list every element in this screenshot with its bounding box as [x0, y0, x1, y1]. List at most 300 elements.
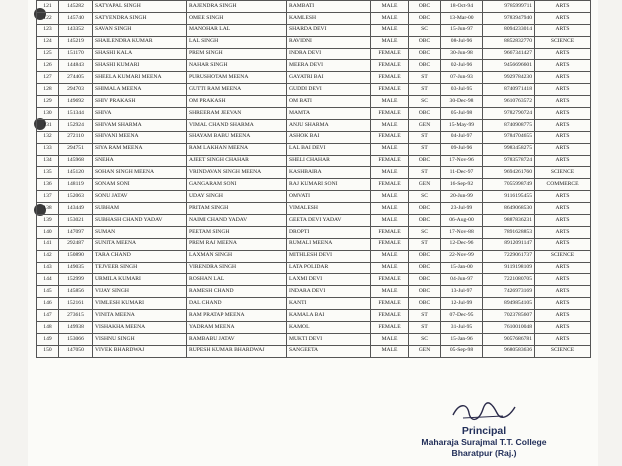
- stream-cell: ARTS: [535, 72, 591, 84]
- father-name-cell: GUTTI RAM MEENA: [187, 84, 287, 96]
- mobile-number-cell: 8852832770: [483, 36, 535, 48]
- registration-id-cell: 273615: [59, 310, 93, 322]
- date-of-birth-cell: 04-Jun-97: [441, 274, 483, 286]
- mother-name-cell: KASHBAIRA: [287, 167, 371, 179]
- table-row: [37, 179, 591, 191]
- category-cell: OBC: [409, 12, 441, 24]
- father-name-cell: NAHAR SINGH: [187, 60, 287, 72]
- gender-cell: FEMALE: [371, 155, 409, 167]
- registration-id-cell: 152999: [59, 274, 93, 286]
- student-name-cell: SATYAPAL SINGH: [93, 1, 187, 13]
- student-name-cell: SUMAN: [93, 226, 187, 238]
- registration-id-cell: 153021: [59, 215, 93, 227]
- student-name-cell: SHEELA KUMARI MEENA: [93, 72, 187, 84]
- student-name-cell: SUBHAM: [93, 203, 187, 215]
- stream-cell: ARTS: [535, 298, 591, 310]
- serial-number-cell: 130: [37, 108, 59, 120]
- serial-number-cell: 133: [37, 143, 59, 155]
- student-name-cell: SNEHA: [93, 155, 187, 167]
- category-cell: ST: [409, 310, 441, 322]
- gender-cell: MALE: [371, 1, 409, 13]
- serial-number-cell: 138: [37, 203, 59, 215]
- mobile-number-cell: 9783578724: [483, 155, 535, 167]
- table-row: [37, 24, 591, 36]
- table-row: [37, 333, 591, 345]
- category-cell: OBC: [409, 274, 441, 286]
- date-of-birth-cell: 05-Sep-98: [441, 345, 483, 357]
- father-name-cell: YADRAM MEENA: [187, 322, 287, 334]
- table-row: [37, 119, 591, 131]
- student-list-table: [36, 0, 591, 358]
- stream-cell: ARTS: [535, 48, 591, 60]
- student-name-cell: SONU JATAV: [93, 191, 187, 203]
- category-cell: GEN: [409, 119, 441, 131]
- date-of-birth-cell: 17-Nov-96: [441, 155, 483, 167]
- father-name-cell: PRITAM SINGH: [187, 203, 287, 215]
- registration-id-cell: 147050: [59, 345, 93, 357]
- date-of-birth-cell: 12-Jul-99: [441, 298, 483, 310]
- father-name-cell: PREM RAJ MEENA: [187, 238, 287, 250]
- father-name-cell: LAL SINGH: [187, 36, 287, 48]
- category-cell: ST: [409, 238, 441, 250]
- date-of-birth-cell: 02-Jul-96: [441, 60, 483, 72]
- mobile-number-cell: 9929784230: [483, 72, 535, 84]
- category-cell: OBC: [409, 250, 441, 262]
- mother-name-cell: ANJU SHARMA: [287, 119, 371, 131]
- serial-number-cell: 123: [37, 24, 59, 36]
- category-cell: GEN: [409, 345, 441, 357]
- gender-cell: MALE: [371, 191, 409, 203]
- date-of-birth-cell: 07-Dec-95: [441, 310, 483, 322]
- signature-title: Principal: [461, 425, 507, 438]
- mother-name-cell: RAVIDNI: [287, 36, 371, 48]
- serial-number-cell: 125: [37, 48, 59, 60]
- stream-cell: ARTS: [535, 108, 591, 120]
- category-cell: OBC: [409, 60, 441, 72]
- stream-cell: ARTS: [535, 215, 591, 227]
- date-of-birth-cell: 20-Jun-99: [441, 191, 483, 203]
- serial-number-cell: 141: [37, 238, 59, 250]
- serial-number-cell: 143: [37, 262, 59, 274]
- serial-number-cell: 148: [37, 322, 59, 334]
- student-name-cell: SHIMALA MEENA: [93, 84, 187, 96]
- student-name-cell: TEJVEER SINGH: [93, 262, 187, 274]
- serial-number-cell: 129: [37, 96, 59, 108]
- date-of-birth-cell: 05-Jul-98: [441, 108, 483, 120]
- gender-cell: MALE: [371, 167, 409, 179]
- gender-cell: FEMALE: [371, 226, 409, 238]
- father-name-cell: VRINDAVAN SINGH MEENA: [187, 167, 287, 179]
- table-row: [37, 298, 591, 310]
- category-cell: OBC: [409, 48, 441, 60]
- registration-id-cell: 147097: [59, 226, 93, 238]
- serial-number-cell: 126: [37, 60, 59, 72]
- category-cell: SC: [409, 333, 441, 345]
- stream-cell: ARTS: [535, 155, 591, 167]
- mother-name-cell: OM BATI: [287, 96, 371, 108]
- registration-id-cell: 145740: [59, 12, 93, 24]
- father-name-cell: UDAY SINGH: [187, 191, 287, 203]
- stream-cell: ARTS: [535, 238, 591, 250]
- serial-number-cell: 137: [37, 191, 59, 203]
- stream-cell: ARTS: [535, 143, 591, 155]
- serial-number-cell: 136: [37, 179, 59, 191]
- stream-cell: COMMERCE: [535, 179, 591, 191]
- mother-name-cell: RAMBATI: [287, 1, 371, 13]
- mobile-number-cell: 9785999711: [483, 1, 535, 13]
- gender-cell: MALE: [371, 143, 409, 155]
- table-row: [37, 191, 591, 203]
- serial-number-cell: 147: [37, 310, 59, 322]
- table-row: [37, 60, 591, 72]
- table-row: [37, 1, 591, 13]
- table-body: [37, 1, 591, 358]
- gender-cell: FEMALE: [371, 48, 409, 60]
- mother-name-cell: INDRA DEVI: [287, 48, 371, 60]
- serial-number-cell: 131: [37, 119, 59, 131]
- stream-cell: SCIENCE: [535, 345, 591, 357]
- stream-cell: ARTS: [535, 191, 591, 203]
- mobile-number-cell: 8094233014: [483, 24, 535, 36]
- mobile-number-cell: 9610763572: [483, 96, 535, 108]
- student-name-cell: VIJAY SINGH: [93, 286, 187, 298]
- table-row: [37, 155, 591, 167]
- date-of-birth-cell: 04-Jul-97: [441, 131, 483, 143]
- registration-id-cell: 152924: [59, 119, 93, 131]
- mobile-number-cell: 7055998749: [483, 179, 535, 191]
- student-name-cell: VISHNU SINGH: [93, 333, 187, 345]
- college-location: Bharatpur (Raj.): [451, 447, 517, 458]
- category-cell: OBC: [409, 36, 441, 48]
- mobile-number-cell: 8949854105: [483, 298, 535, 310]
- student-name-cell: URMILA KUMARI: [93, 274, 187, 286]
- student-name-cell: SUBHASH CHAND YADAV: [93, 215, 187, 227]
- mobile-number-cell: 8649068530: [483, 203, 535, 215]
- date-of-birth-cell: 30-Jun-98: [441, 48, 483, 60]
- registration-id-cell: 150890: [59, 250, 93, 262]
- mobile-number-cell: 9119198109: [483, 262, 535, 274]
- registration-id-cell: 292487: [59, 238, 93, 250]
- mobile-number-cell: 9694261760: [483, 167, 535, 179]
- serial-number-cell: 142: [37, 250, 59, 262]
- table-row: [37, 226, 591, 238]
- father-name-cell: SHREERAM JEEVAN: [187, 108, 287, 120]
- student-name-cell: SHAILENDRA KUMAR: [93, 36, 187, 48]
- father-name-cell: PURUSHOTAM MEENA: [187, 72, 287, 84]
- table-row: [37, 12, 591, 24]
- registration-id-cell: 294751: [59, 143, 93, 155]
- mother-name-cell: ASHOK BAI: [287, 131, 371, 143]
- gender-cell: MALE: [371, 203, 409, 215]
- registration-id-cell: 294703: [59, 84, 93, 96]
- registration-id-cell: 153066: [59, 333, 93, 345]
- category-cell: ST: [409, 131, 441, 143]
- gender-cell: MALE: [371, 262, 409, 274]
- category-cell: ST: [409, 167, 441, 179]
- serial-number-cell: 128: [37, 84, 59, 96]
- father-name-cell: GANGARAM SONI: [187, 179, 287, 191]
- date-of-birth-cell: 12-Dec-96: [441, 238, 483, 250]
- mobile-number-cell: 8740971418: [483, 84, 535, 96]
- student-name-cell: SHIV PRAKASH: [93, 96, 187, 108]
- student-name-cell: VINITA MEENA: [93, 310, 187, 322]
- student-name-cell: VISHAKHA MEENA: [93, 322, 187, 334]
- principal-signature-block: [404, 401, 564, 458]
- registration-id-cell: 145968: [59, 155, 93, 167]
- student-name-cell: SOHAN SINGH MEENA: [93, 167, 187, 179]
- serial-number-cell: 121: [37, 1, 59, 13]
- stream-cell: ARTS: [535, 286, 591, 298]
- mother-name-cell: KANTI: [287, 298, 371, 310]
- table-row: [37, 48, 591, 60]
- stream-cell: ARTS: [535, 274, 591, 286]
- student-name-cell: SUNITA MEENA: [93, 238, 187, 250]
- registration-id-cell: 145856: [59, 286, 93, 298]
- gender-cell: FEMALE: [371, 131, 409, 143]
- mobile-number-cell: 9887836231: [483, 215, 535, 227]
- mother-name-cell: SANGEETA: [287, 345, 371, 357]
- student-name-cell: SATYENDRA SINGH: [93, 12, 187, 24]
- father-name-cell: RAJENDRA SINGH: [187, 1, 287, 13]
- gender-cell: FEMALE: [371, 84, 409, 96]
- serial-number-cell: 122: [37, 12, 59, 24]
- stream-cell: ARTS: [535, 84, 591, 96]
- date-of-birth-cell: 30-Dec-98: [441, 96, 483, 108]
- registration-id-cell: 151344: [59, 108, 93, 120]
- table-row: [37, 143, 591, 155]
- category-cell: ST: [409, 322, 441, 334]
- gender-cell: MALE: [371, 24, 409, 36]
- father-name-cell: MANOHAR LAL: [187, 24, 287, 36]
- stream-cell: ARTS: [535, 322, 591, 334]
- gender-cell: FEMALE: [371, 298, 409, 310]
- mobile-number-cell: 7023785607: [483, 310, 535, 322]
- mobile-number-cell: 9784704655: [483, 131, 535, 143]
- father-name-cell: LAXMAN SINGH: [187, 250, 287, 262]
- date-of-birth-cell: 18-Oct-94: [441, 1, 483, 13]
- gender-cell: MALE: [371, 250, 409, 262]
- mother-name-cell: SHARDA DEVI: [287, 24, 371, 36]
- date-of-birth-cell: 23-Jul-99: [441, 203, 483, 215]
- student-name-cell: VIVEK BHARDWAJ: [93, 345, 187, 357]
- category-cell: ST: [409, 72, 441, 84]
- stream-cell: SCIENCE: [535, 167, 591, 179]
- table-row: [37, 84, 591, 96]
- date-of-birth-cell: 09-Jul-96: [441, 143, 483, 155]
- serial-number-cell: 145: [37, 286, 59, 298]
- registration-id-cell: 148119: [59, 179, 93, 191]
- table-row: [37, 72, 591, 84]
- student-name-cell: SHASHI KUMARI: [93, 60, 187, 72]
- serial-number-cell: 124: [37, 36, 59, 48]
- mobile-number-cell: 8912091147: [483, 238, 535, 250]
- date-of-birth-cell: 16-Sep-92: [441, 179, 483, 191]
- table-row: [37, 215, 591, 227]
- date-of-birth-cell: 31-Jul-95: [441, 322, 483, 334]
- mother-name-cell: VIMALESH: [287, 203, 371, 215]
- registration-id-cell: 152161: [59, 298, 93, 310]
- gender-cell: MALE: [371, 119, 409, 131]
- category-cell: ST: [409, 143, 441, 155]
- stream-cell: ARTS: [535, 203, 591, 215]
- registration-id-cell: 149938: [59, 322, 93, 334]
- student-name-cell: SHIVAM SHARMA: [93, 119, 187, 131]
- student-name-cell: SHASHI KALA: [93, 48, 187, 60]
- mother-name-cell: RUMALI MEENA: [287, 238, 371, 250]
- gender-cell: FEMALE: [371, 310, 409, 322]
- registration-id-cell: 144843: [59, 60, 93, 72]
- gender-cell: FEMALE: [371, 274, 409, 286]
- registration-id-cell: 149035: [59, 262, 93, 274]
- category-cell: OBC: [409, 108, 441, 120]
- father-name-cell: ROSHAN LAL: [187, 274, 287, 286]
- table-row: [37, 310, 591, 322]
- date-of-birth-cell: 06-Aug-00: [441, 215, 483, 227]
- mother-name-cell: MITHLESH DEVI: [287, 250, 371, 262]
- registration-id-cell: 145219: [59, 36, 93, 48]
- gender-cell: MALE: [371, 12, 409, 24]
- stream-cell: ARTS: [535, 226, 591, 238]
- table-row: [37, 131, 591, 143]
- mother-name-cell: GUDDI DEVI: [287, 84, 371, 96]
- stream-cell: ARTS: [535, 60, 591, 72]
- mother-name-cell: KAMLESH: [287, 12, 371, 24]
- stream-cell: ARTS: [535, 1, 591, 13]
- student-name-cell: SHIVANI MEENA: [93, 131, 187, 143]
- registration-id-cell: 272110: [59, 131, 93, 143]
- mobile-number-cell: 7426973169: [483, 286, 535, 298]
- document-page: [28, 0, 598, 466]
- gender-cell: FEMALE: [371, 108, 409, 120]
- table-row: [37, 36, 591, 48]
- category-cell: ST: [409, 84, 441, 96]
- serial-number-cell: 127: [37, 72, 59, 84]
- father-name-cell: PEETAM SINGH: [187, 226, 287, 238]
- serial-number-cell: 140: [37, 226, 59, 238]
- registration-id-cell: 151170: [59, 48, 93, 60]
- mobile-number-cell: 9057686781: [483, 333, 535, 345]
- father-name-cell: SHAYAM BABU MEENA: [187, 131, 287, 143]
- father-name-cell: RAMESH CHAND: [187, 286, 287, 298]
- table-row: [37, 108, 591, 120]
- date-of-birth-cell: 07-Jun-93: [441, 72, 483, 84]
- mother-name-cell: LAXMI DEVI: [287, 274, 371, 286]
- registration-id-cell: 145120: [59, 167, 93, 179]
- mother-name-cell: RAJ KUMARI SONI: [287, 179, 371, 191]
- mobile-number-cell: 7610010048: [483, 322, 535, 334]
- table-row: [37, 262, 591, 274]
- father-name-cell: VIRENDRA SINGH: [187, 262, 287, 274]
- table-row: [37, 322, 591, 334]
- registration-id-cell: 274405: [59, 72, 93, 84]
- mobile-number-cell: 9782790724: [483, 108, 535, 120]
- mother-name-cell: MUKTI DEVI: [287, 333, 371, 345]
- date-of-birth-cell: 22-Nov-99: [441, 250, 483, 262]
- stream-cell: ARTS: [535, 119, 591, 131]
- gender-cell: FEMALE: [371, 322, 409, 334]
- mobile-number-cell: 7229061737: [483, 250, 535, 262]
- category-cell: SC: [409, 226, 441, 238]
- gender-cell: FEMALE: [371, 72, 409, 84]
- stream-cell: ARTS: [535, 12, 591, 24]
- serial-number-cell: 150: [37, 345, 59, 357]
- stream-cell: SCIENCE: [535, 36, 591, 48]
- table-row: [37, 167, 591, 179]
- mobile-number-cell: 9783947940: [483, 12, 535, 24]
- category-cell: OBC: [409, 1, 441, 13]
- stream-cell: SCIENCE: [535, 250, 591, 262]
- category-cell: OBC: [409, 286, 441, 298]
- mother-name-cell: OMVATI: [287, 191, 371, 203]
- registration-id-cell: 143352: [59, 24, 93, 36]
- father-name-cell: RAMBABU JATAV: [187, 333, 287, 345]
- table-row: [37, 250, 591, 262]
- mobile-number-cell: 9667341427: [483, 48, 535, 60]
- father-name-cell: RAM LAKHAN MEENA: [187, 143, 287, 155]
- father-name-cell: VIMAL CHAND SHARMA: [187, 119, 287, 131]
- mother-name-cell: GAYATRI BAI: [287, 72, 371, 84]
- mobile-number-cell: 8740908775: [483, 119, 535, 131]
- serial-number-cell: 146: [37, 298, 59, 310]
- registration-id-cell: 143449: [59, 203, 93, 215]
- stream-cell: ARTS: [535, 333, 591, 345]
- serial-number-cell: 134: [37, 155, 59, 167]
- date-of-birth-cell: 03-Jul-95: [441, 84, 483, 96]
- date-of-birth-cell: 15-Jan-00: [441, 262, 483, 274]
- table-row: [37, 203, 591, 215]
- father-name-cell: OMEE SINGH: [187, 12, 287, 24]
- date-of-birth-cell: 11-Dec-97: [441, 167, 483, 179]
- student-name-cell: TARA CHAND: [93, 250, 187, 262]
- category-cell: OBC: [409, 155, 441, 167]
- student-name-cell: SAVAN SINGH: [93, 24, 187, 36]
- stream-cell: ARTS: [535, 310, 591, 322]
- table-row: [37, 345, 591, 357]
- registration-id-cell: 149692: [59, 96, 93, 108]
- category-cell: SC: [409, 191, 441, 203]
- father-name-cell: DAL CHAND: [187, 298, 287, 310]
- mother-name-cell: KAMALA BAI: [287, 310, 371, 322]
- stream-cell: ARTS: [535, 24, 591, 36]
- mother-name-cell: LAL BAI DEVI: [287, 143, 371, 155]
- serial-number-cell: 139: [37, 215, 59, 227]
- father-name-cell: NAIMI CHAND YADAV: [187, 215, 287, 227]
- father-name-cell: AJEET SINGH CHAHAR: [187, 155, 287, 167]
- registration-id-cell: 152063: [59, 191, 93, 203]
- mobile-number-cell: 9680583636: [483, 345, 535, 357]
- gender-cell: MALE: [371, 215, 409, 227]
- gender-cell: MALE: [371, 36, 409, 48]
- father-name-cell: PREM SINGH: [187, 48, 287, 60]
- college-name: Maharaja Surajmal T.T. College: [421, 437, 547, 448]
- student-name-cell: SIYA RAM MEENA: [93, 143, 187, 155]
- gender-cell: MALE: [371, 333, 409, 345]
- category-cell: OBC: [409, 298, 441, 310]
- serial-number-cell: 132: [37, 131, 59, 143]
- stream-cell: ARTS: [535, 96, 591, 108]
- category-cell: OBC: [409, 215, 441, 227]
- student-name-cell: VIMLESH KUMARI: [93, 298, 187, 310]
- father-name-cell: OM PRAKASH: [187, 96, 287, 108]
- mother-name-cell: DROPTI: [287, 226, 371, 238]
- father-name-cell: RUPESH KUMAR BHARDWAJ: [187, 345, 287, 357]
- date-of-birth-cell: 17-Nov-88: [441, 226, 483, 238]
- gender-cell: FEMALE: [371, 179, 409, 191]
- registration-id-cell: 145282: [59, 1, 93, 13]
- gender-cell: MALE: [371, 96, 409, 108]
- table-row: [37, 274, 591, 286]
- date-of-birth-cell: 15-May-99: [441, 119, 483, 131]
